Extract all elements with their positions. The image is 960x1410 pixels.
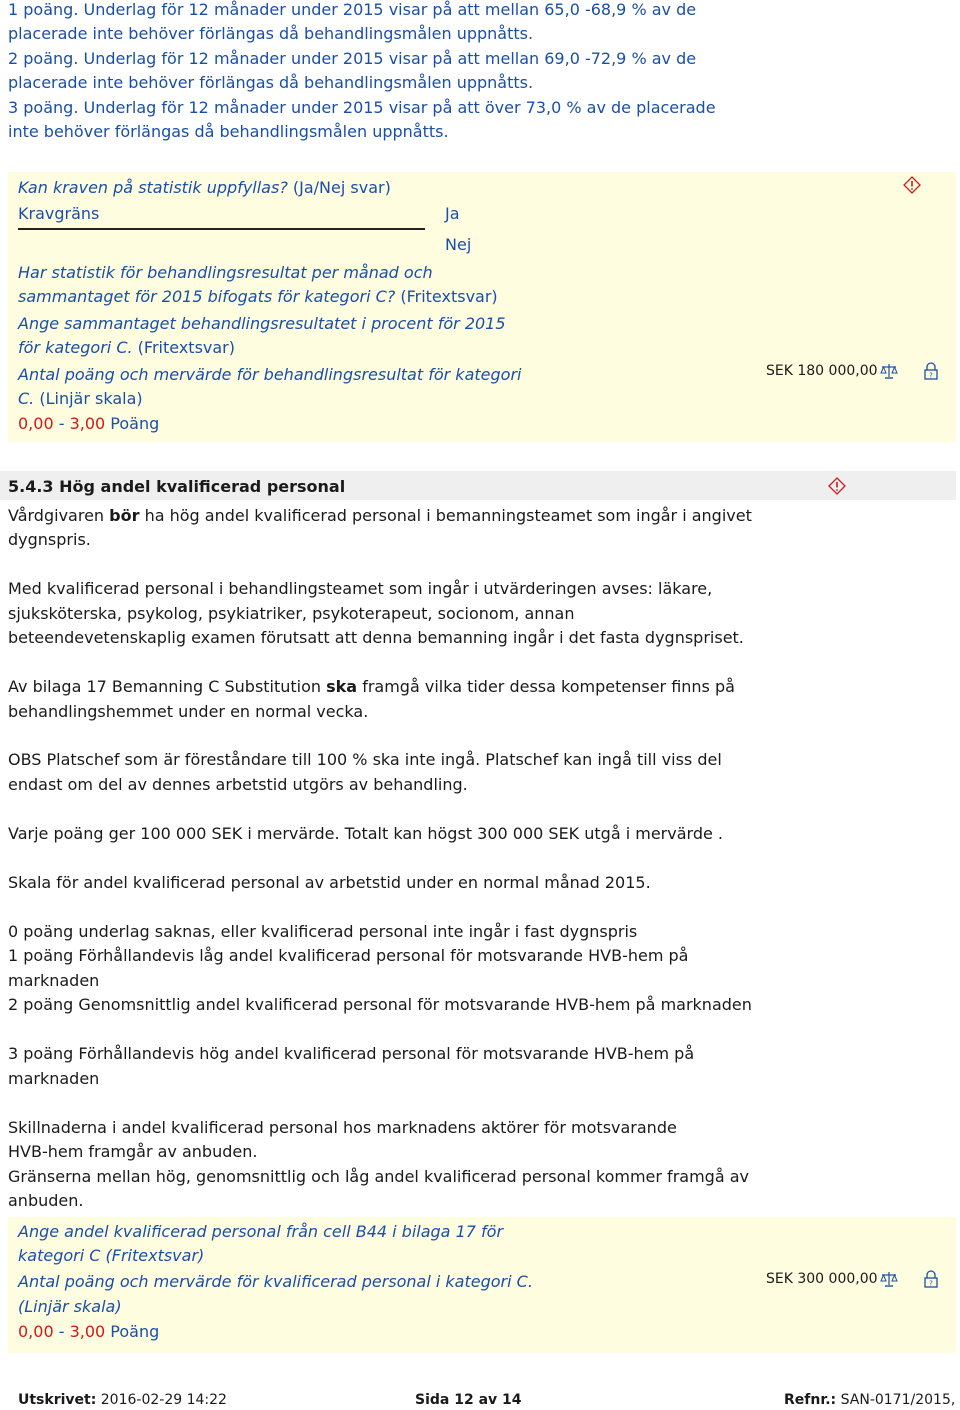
mervarde-amount: SEK 300 000,00 [766, 1271, 878, 1287]
intro-line: 1 poäng. Underlag för 12 månader under 2015 visar på att mellan 65,0 -68,9 % av de [8, 0, 697, 19]
points-question: Antal poäng och mervärde för behandlingsresultat för kategori [18, 365, 522, 384]
points-question-line2: C. (Linjär skala) [18, 389, 143, 408]
lock-icon[interactable] [922, 1270, 940, 1288]
paragraph-line: Skala för andel kvalificerad personal av arbetstid under en normal månad 2015. [8, 873, 651, 892]
mervarde-amount: SEK 180 000,00 [766, 363, 878, 379]
intro-line: placerade inte behöver förlängas då behandlingsmålen uppnåtts. [8, 73, 534, 92]
paragraph-line: Gränserna mellan hög, genomsnittlig och låg andel kvalificerad personal kommer framgå av [8, 1167, 749, 1186]
lock-icon[interactable] [922, 362, 940, 380]
kravgrans-divider [18, 228, 425, 230]
warning-icon [828, 477, 846, 495]
paragraph-line: sjuksköterska, psykolog, psykiatriker, psykoterapeut, socionom, annan [8, 604, 575, 623]
paragraph-line: anbuden. [8, 1191, 84, 1210]
scale-line: marknaden [8, 1069, 100, 1088]
footer-page-number: Sida 12 av 14 [415, 1392, 522, 1408]
answer-ja[interactable]: Ja [445, 204, 460, 223]
scale-icon[interactable] [880, 1270, 898, 1288]
paragraph-line: behandlingshemmet under en normal vecka. [8, 702, 369, 721]
scale-icon[interactable] [880, 362, 898, 380]
scale-line: marknaden [8, 971, 100, 990]
paragraph-line: Med kvalificerad personal i behandlingsteamet som ingår i utvärderingen avses: läkare, [8, 579, 713, 598]
scale-line: 3 poäng Förhållandevis hög andel kvalificerad personal för motsvarande HVB-hem på [8, 1044, 695, 1063]
scale-line: 2 poäng Genomsnittlig andel kvalificerad personal för motsvarande HVB-hem på marknaden [8, 995, 752, 1014]
result-percent-question-line2: för kategori C. (Fritextsvar) [18, 338, 235, 357]
intro-line: 3 poäng. Underlag för 12 månader under 2015 visar på att över 73,0 % av de placerade [8, 98, 716, 117]
requirement-box [8, 172, 956, 442]
kravgrans-label: Kravgräns [18, 204, 100, 223]
points-range: 0,00 - 3,00 Poäng [18, 414, 160, 433]
paragraph-line: HVB-hem framgår av anbuden. [8, 1142, 258, 1161]
paragraph-line: endast om del av dennes arbetstid utgörs av behandling. [8, 775, 468, 794]
points-question-line2: (Linjär skala) [18, 1297, 122, 1316]
statistics-question: Kan kraven på statistik uppfyllas? (Ja/Nej svar) [18, 178, 391, 197]
scale-line: 0 poäng underlag saknas, eller kvalificerad personal inte ingår i fast dygnspris [8, 922, 638, 941]
paragraph-line: dygnspris. [8, 530, 91, 549]
intro-line: inte behöver förlängas då behandlingsmålen uppnåtts. [8, 122, 449, 141]
statistics-attached-question-line2: sammantaget för 2015 bifogats för kategori C? (Fritextsvar) [18, 287, 498, 306]
share-question: Ange andel kvalificerad personal från cell B44 i bilaga 17 för [18, 1222, 504, 1241]
svg-text:?: ? [929, 371, 933, 380]
footer-reference: Refnr.: SAN-0171/2015, [784, 1392, 956, 1408]
warning-icon [903, 176, 921, 194]
paragraph-line: Varje poäng ger 100 000 SEK i mervärde. Totalt kan högst 300 000 SEK utgå i mervärde . [8, 824, 723, 843]
statistics-attached-question: Har statistik för behandlingsresultat per månad och [18, 263, 433, 282]
paragraph-line: Skillnaderna i andel kvalificerad personal hos marknadens aktörer för motsvarande [8, 1118, 677, 1137]
points-question: Antal poäng och mervärde för kvalificerad personal i kategori C. [18, 1272, 533, 1291]
paragraph-line: beteendevetenskaplig examen förutsatt att denna bemanning ingår i det fasta dygnspriset. [8, 628, 744, 647]
paragraph: Av bilaga 17 Bemanning C Substitution ska framgå vilka tider dessa kompetenser finns på [8, 677, 735, 696]
intro-line: placerade inte behöver förlängas då behandlingsmålen uppnåtts. [8, 24, 534, 43]
share-question-line2: kategori C (Fritextsvar) [18, 1246, 205, 1265]
section-title: 5.4.3 Hög andel kvalificerad personal [8, 477, 346, 496]
svg-text:?: ? [929, 1279, 933, 1288]
answer-nej[interactable]: Nej [445, 235, 472, 254]
footer-printed: Utskrivet: 2016-02-29 14:22 [18, 1392, 227, 1408]
paragraph-line: OBS Platschef som är föreståndare till 100 % ska inte ingå. Platschef kan ingå till viss del [8, 750, 722, 769]
intro-line: 2 poäng. Underlag för 12 månader under 2015 visar på att mellan 69,0 -72,9 % av de [8, 49, 697, 68]
points-range: 0,00 - 3,00 Poäng [18, 1322, 160, 1341]
scale-line: 1 poäng Förhållandevis låg andel kvalificerad personal för motsvarande HVB-hem på [8, 946, 689, 965]
paragraph: Vårdgivaren bör ha hög andel kvalificerad personal i bemanningsteamet som ingår i angivet [8, 506, 752, 525]
result-percent-question: Ange sammantaget behandlingsresultatet i procent för 2015 [18, 314, 506, 333]
